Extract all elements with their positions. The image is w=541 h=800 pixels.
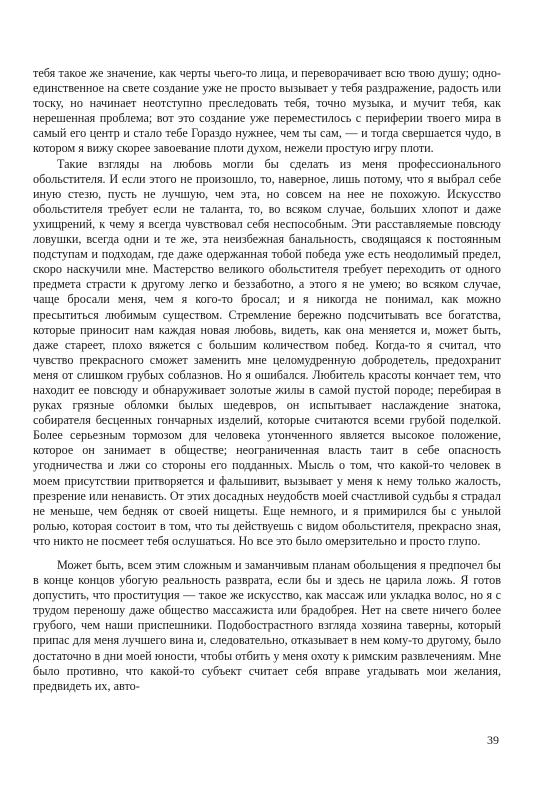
page-number: 39 <box>487 733 499 747</box>
body-text <box>33 66 501 694</box>
paragraph-seducer: Такие взгляды на любовь могли бы сделать из меня профессионального обольстителя. И если этого не произошло, то, наверное, лишь потому, что я выбрал себе иную стезю, пусть не лучшую, чем эта, но совсем на нее не похожую. Искусство обольстителя требует если не таланта, то, во всяком случае, больших хлопот и даже ухищрений, к чему я всегда чувствовал себя неспособным. Эти расставляемые повсюду ловушки, всегда одни и те же, эта неизбежная банальность, сводящаяся к постоянным подступам и подходам, где даже одержанная тобой победа уже есть неодолимый предел, скоро наскучили мне. Мастерство великого обольстителя требует переходить от одного предмета страсти к другому легко и беззаботно, а этого я не умею; во всяком случае, чаще бросали меня, чем я кого-то бросал; и я никогда не понимал, как можно пресытиться любимым существом. Стремление бережно подсчитывать все богатства, которые приносит нам каждая новая любовь, видеть, как она меняется и, может быть, даже стареет, плохо вяжется с большим количеством побед. Когда-то я считал, что чувство прекрасного сможет заменить мне целомудренную добродетель, предохранит меня от слишком грубых соблазнов. Но я ошибался. Любитель красоты кончает тем, что находит ее повсюду и обнаруживает золотые жилы в самой пустой породе; перебирая в руках грязные обломки былых шедевров, он испытывает наслаждение знатока, собирателя бесценных гончарных изделий, которые считаются всеми грубой поделкой. Более серьезным тормозом для человека утонченного является высокое положение, которое он занимает в обществе; неограниченная власть таит в себе опасность угодничества и лжи со стороны его подданных. Мысль о том, что какой-то человек в моем присутствии притворяется и фальшивит, вызывает у меня к нему только жалость, презрение или ненависть. От этих досадных неудобств моей счастливой судьбы я страдал не меньше, чем бедняк от своей нищеты. Еще немного, и я примирился бы с унылой ролью, которая состоит в том, что ты действуешь с видом обольстителя, прекрасно зная, что никто не посмеет тебя ослушаться. Но все это было омерзительно и просто глупо. <box>33 156 501 548</box>
paragraph-debauchery: Может быть, всем этим сложным и заманчивым планам обольщения я предпочел бы в конце концов убогую реальность разврата, если бы и здесь не царила ложь. Я готов допустить, что проституция — такое же искусство, как массаж или укладка волос, но я с трудом переношу даже общество массажиста или брадобрея. Нет на свете ничего более грубого, чем наши приспешники. Подобострастного взгляда хозяина таверны, который припас для меня лучшего вина и, следовательно, отказывает в нем кому-то другому, было достаточно в дни моей юности, чтобы отбить у меня охоту к римским развлечениям. Мне было противно, что какой-то субъект считает себя вправе угадывать мои желания, предвидеть их, авто- <box>33 558 501 693</box>
paragraph-continuation: тебя такое же значение, как черты чьего-то лица, и переворачивает всю твою душу; одно-единственное на свете создание уже не просто вызывает у тебя раздражение, радость или тоску, но начинает неотступно преследовать тебя, точно музыка, и мучит тебя, как нерешенная проблема; вот это создание уже переместилось с периферии твоего мира в самый его центр и стало тебе Гораздо нужнее, чем ты сам, — и тогда свершается чудо, в котором я вижу скорее завоевание плоти духом, нежели простую игру плоти. <box>33 66 501 156</box>
